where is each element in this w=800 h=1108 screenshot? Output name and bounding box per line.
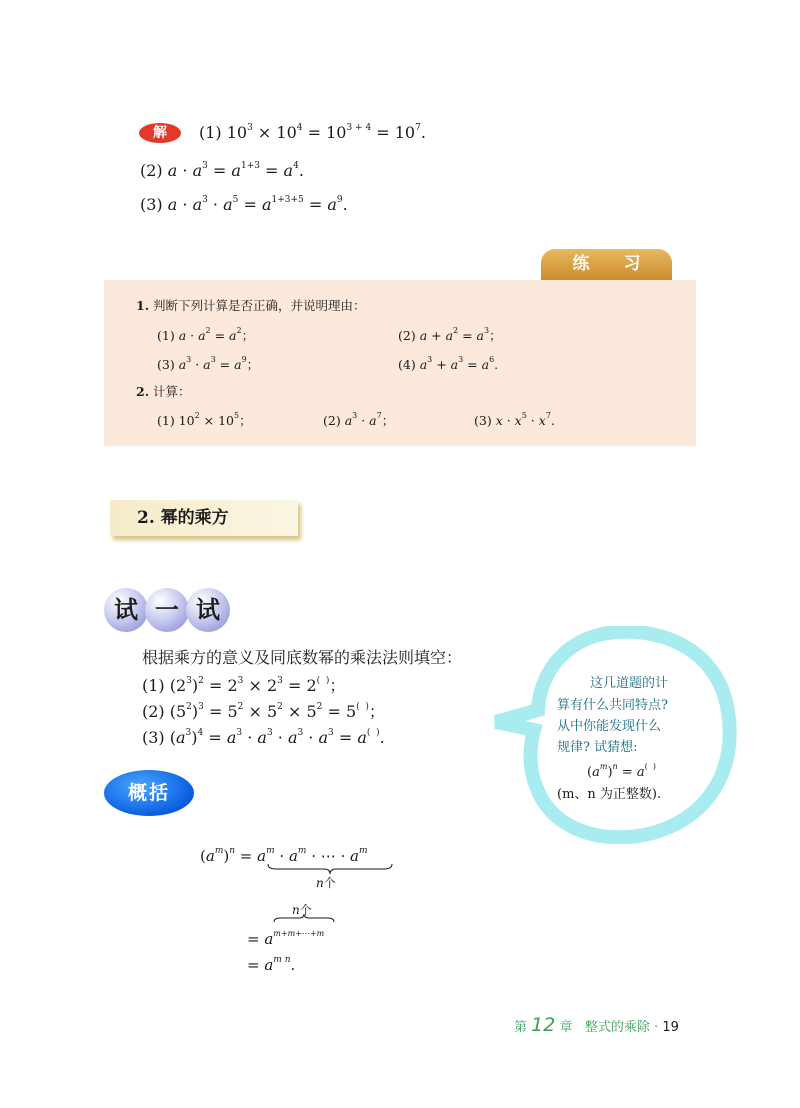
practice-q1-item-1: (1) $a \cdot a^2 = a^2$； [157, 326, 255, 343]
practice-q2-item-2: (2) $a^3 \cdot a^7$； [323, 411, 395, 428]
summary-eq-2: = $a^{m+m+\cdots+m}$ [247, 929, 325, 948]
solution-badge: 解 [139, 123, 181, 143]
section-heading: 2. 幂的乘方 [110, 500, 298, 536]
chapter-label: 第 12 章 整式的乘除 · [514, 1014, 659, 1036]
bubble-line-2: 算有什么共同特点? [557, 698, 668, 713]
practice-q1-title: 1. 判断下列计算是否正确，并说明理由： [136, 298, 366, 313]
bubble-line-3: 从中你能发现什么 [557, 719, 662, 734]
solution-line-2: (2) $a \cdot a^3 = a^{1+3} = a^4$. [140, 161, 304, 180]
bubble-line-1: 这几道题的计 [590, 676, 669, 691]
page-number: 19 [662, 1020, 679, 1035]
practice-q1-item-3: (3) $a^3 \cdot a^3 = a^9$； [157, 355, 260, 372]
practice-q2-item-1: (1) $10^2 \times 10^5$； [157, 411, 252, 428]
practice-q2-title: 2. 计算： [136, 384, 191, 399]
solution-line-3: (3) $a \cdot a^3 \cdot a^5 = a^{1+3+5} = a^9$. [140, 195, 348, 214]
try-it-char-2: 一 [145, 588, 189, 632]
bubble-formula: $(a^m)^n = a^{( )}$ [587, 762, 656, 780]
page-footer [514, 1014, 679, 1036]
solution-line-1: (1) $10^3 \times 10^4 = 10^{3 + 4} = 10^7$. [199, 123, 426, 142]
try-it-line-1: (1) $(2^3)^2 = 2^3 \times 2^3 = 2^{( )}$； [142, 676, 346, 695]
summary-eq-3: = $a^{m n}$. [247, 955, 296, 974]
overbrace-label: n个 [292, 903, 312, 917]
practice-q1-item-4: (4) $a^3 + a^3 = a^6$. [398, 355, 499, 372]
summary-badge: 概括 [104, 770, 194, 816]
summary-eq-1: $(a^m)^n = a^m \cdot a^m$ · ⋯ · $a^m$ [200, 846, 368, 865]
underbrace-label: n个 [316, 876, 336, 890]
practice-q1-item-2: (2) $a + a^2 = a^3$； [398, 326, 502, 343]
try-it-char-1: 试 [104, 588, 148, 632]
try-it-line-2: (2) $(5^2)^3 = 5^2 \times 5^2 \times 5^2 = 5^{( )}$； [142, 702, 385, 721]
bubble-line-4: 规律? 试猜想: [557, 740, 638, 755]
practice-tab: 练 习 [541, 249, 672, 280]
try-it-intro: 根据乘方的意义及同底数幂的乘法法则填空： [142, 648, 463, 667]
try-it-char-3: 试 [186, 588, 230, 632]
overbrace [272, 913, 336, 923]
try-it-line-3: (3) $(a^3)^4 = a^3 \cdot a^3 \cdot a^3 \cdot a^3 = a^{( )}$. [142, 728, 385, 747]
bubble-condition: (m、n 为正整数). [557, 787, 662, 802]
practice-q2-item-3: (3) $x \cdot x^5 \cdot x^7$. [474, 411, 555, 428]
